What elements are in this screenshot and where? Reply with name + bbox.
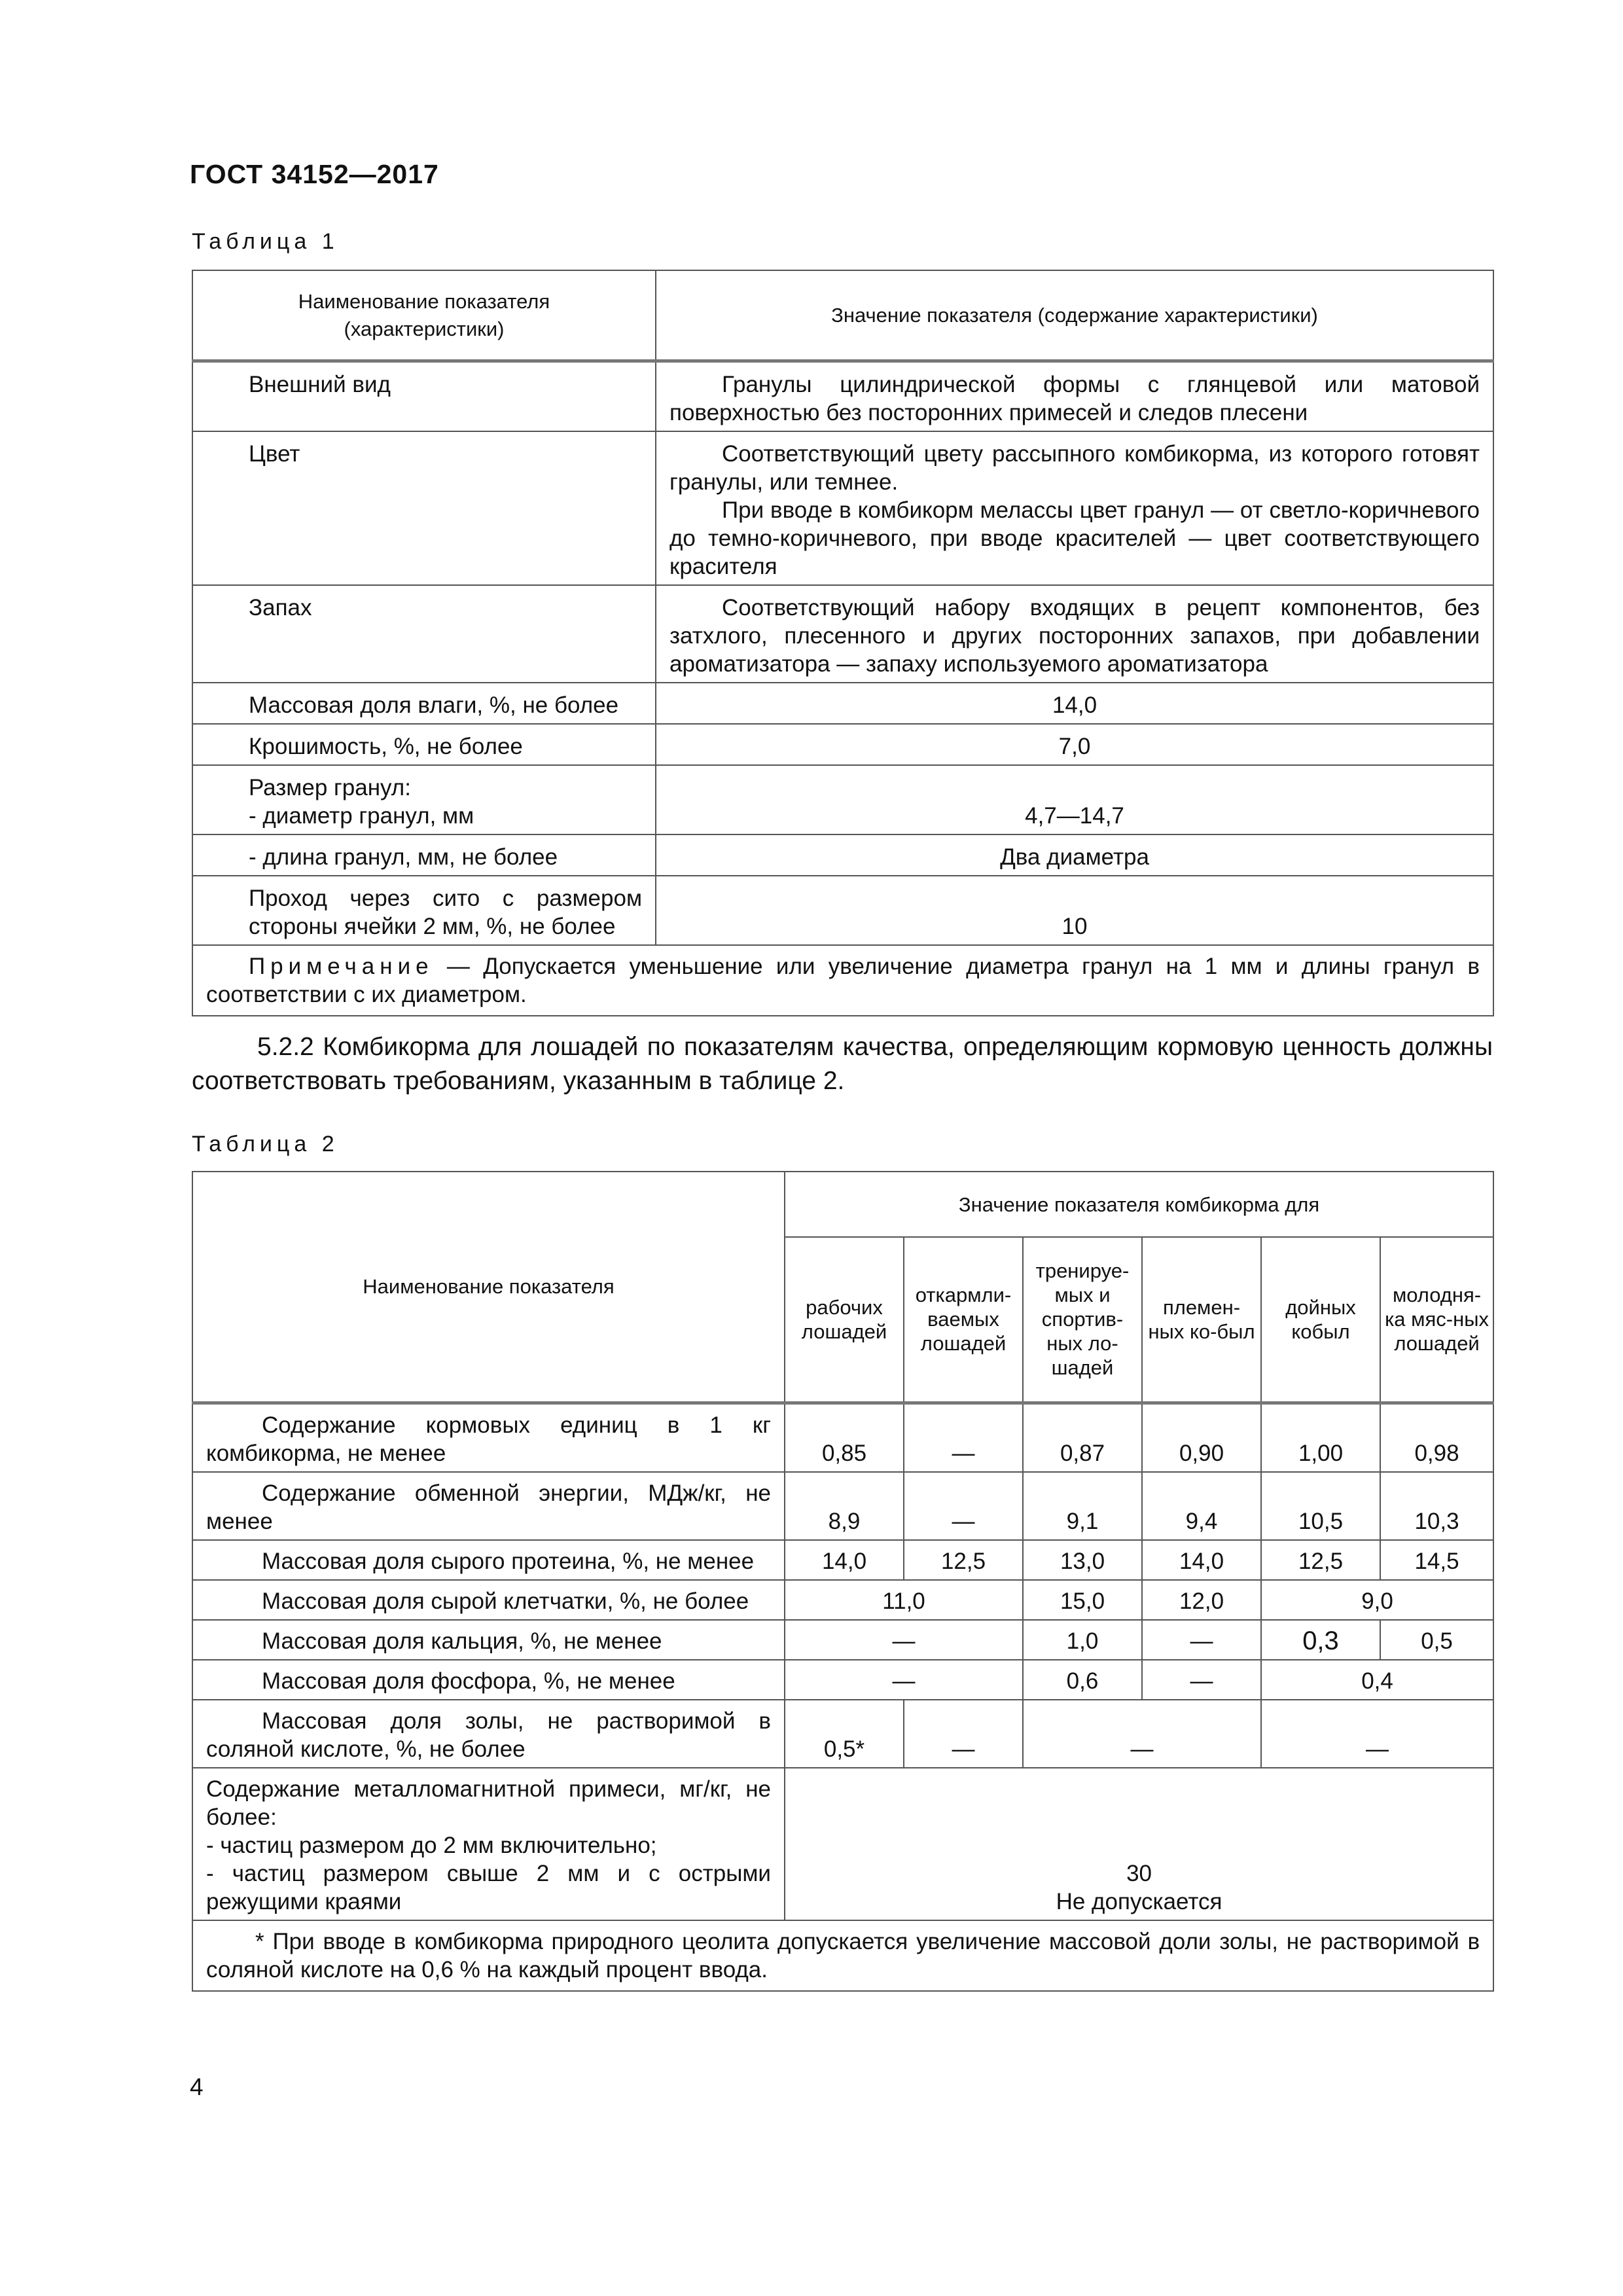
row-name: Массовая доля сырого протеина, %, не менее: [192, 1540, 785, 1580]
row-name: Крошимость, %, не более: [192, 724, 656, 765]
row-name: Запах: [192, 585, 656, 683]
table-row: [192, 834, 1493, 876]
table1-header-name: Наименование показателя (характеристики): [192, 270, 656, 361]
row-name: Содержание обменной энергии, МДж/кг, не менее: [192, 1472, 785, 1540]
cell: —: [904, 1403, 1023, 1472]
cell: 0,4: [1261, 1660, 1493, 1700]
table1-caption: Таблица 1: [192, 229, 339, 254]
table-row: [192, 876, 1493, 945]
table-row: [192, 724, 1493, 765]
cell: 9,1: [1023, 1472, 1142, 1540]
cell: —: [785, 1660, 1023, 1700]
table1: [192, 270, 1494, 1016]
row-name: Размер гранул: - диаметр гранул, мм: [192, 765, 656, 834]
row-value: Два диаметра: [656, 834, 1493, 876]
row-value: 10: [656, 876, 1493, 945]
cell: —: [1023, 1700, 1261, 1768]
row-value: 7,0: [656, 724, 1493, 765]
cell: —: [1261, 1700, 1493, 1768]
row-name: Внешний вид: [192, 361, 656, 432]
table-row: [192, 1403, 1493, 1472]
subheader-working: рабочих лошадей: [785, 1237, 904, 1403]
row-name: - длина гранул, мм, не более: [192, 834, 656, 876]
row-name: Содержание металломагнитной примеси, мг/кг, не более: - частиц размером до 2 мм включительно; - частиц размером свыше 2 мм и с острыми режущими краями: [192, 1768, 785, 1920]
table-row: [192, 585, 1493, 683]
cell: 11,0: [785, 1580, 1023, 1620]
note-text: — Допускается уменьшение или увеличение диаметра гранул на 1 мм и длины гранул в соответствии с их диаметром.: [206, 954, 1480, 1007]
table2-header-name: Наименование показателя: [192, 1172, 785, 1403]
table-row: [192, 1472, 1493, 1540]
value-small-particles: 30: [1126, 1860, 1152, 1886]
cell: 1,00: [1261, 1403, 1380, 1472]
table1-header-value: Значение показателя (содержание характеристики): [656, 270, 1493, 361]
table1-note: [192, 945, 1493, 1016]
table2-header-row: [192, 1172, 1493, 1237]
cell: 12,0: [1142, 1580, 1261, 1620]
row-value: Соответствующий набору входящих в рецепт компонентов, без затхлого, плесенного и других посторонних запахов, при добавлении ароматизатора — запаху используемого ароматизатора: [656, 585, 1493, 683]
row-value: Соответствующий цвету рассыпного комбикорма, из которого готовят гранулы, или темнее. При вводе в комбикорм мелассы цвет гранул — от светло-коричневого до темно-коричневого, при вводе красителей — цвет соответствующего красителя: [656, 431, 1493, 585]
cell: 0,6: [1023, 1660, 1142, 1700]
row-value: Гранулы цилиндрической формы с глянцевой или матовой поверхностью без посторонних примесей и следов плесени: [656, 361, 1493, 432]
subheader-sport: тренируе-мых и спортив-ных ло-шадей: [1023, 1237, 1142, 1403]
subheader-fattened: откармли-ваемых лошадей: [904, 1237, 1023, 1403]
table-row: [192, 361, 1493, 432]
row-value: 4,7—14,7: [656, 765, 1493, 834]
table1-note-row: [192, 945, 1493, 1016]
table-row: [192, 765, 1493, 834]
cell: 0,85: [785, 1403, 904, 1472]
table-row: [192, 1768, 1493, 1920]
table-row: [192, 1540, 1493, 1580]
table2-footnote-row: [192, 1920, 1493, 1991]
cell: 0,3: [1261, 1620, 1380, 1660]
cell: 0,90: [1142, 1403, 1261, 1472]
cell: 8,9: [785, 1472, 904, 1540]
note-label: Примечание: [249, 954, 434, 979]
table2: [192, 1171, 1494, 1992]
subheader-dairy-mares: дойных кобыл: [1261, 1237, 1380, 1403]
page-header-standard: ГОСТ 34152—2017: [190, 159, 439, 189]
row-name: Массовая доля влаги, %, не более: [192, 683, 656, 724]
row-name: Содержание кормовых единиц в 1 кг комбикорма, не менее: [192, 1403, 785, 1472]
table-row: [192, 1620, 1493, 1660]
subheader-breeding-mares: племен-ных ко-был: [1142, 1237, 1261, 1403]
subheader-young-meat: молодня-ка мяс-ных лошадей: [1380, 1237, 1493, 1403]
cell: 10,3: [1380, 1472, 1493, 1540]
cell: 14,0: [1142, 1540, 1261, 1580]
cell: 14,0: [785, 1540, 904, 1580]
cell: 13,0: [1023, 1540, 1142, 1580]
cell: —: [904, 1700, 1023, 1768]
cell: 0,5*: [785, 1700, 904, 1768]
table2-caption: Таблица 2: [192, 1132, 339, 1157]
cell: 9,0: [1261, 1580, 1493, 1620]
table-row: [192, 431, 1493, 585]
cell: —: [1142, 1620, 1261, 1660]
cell: —: [1142, 1660, 1261, 1700]
value-large-particles: Не допускается: [1056, 1888, 1222, 1914]
table-row: [192, 1660, 1493, 1700]
cell: 0,87: [1023, 1403, 1142, 1472]
row-name: Проход через сито с размером стороны ячейки 2 мм, %, не более: [192, 876, 656, 945]
cell: 14,5: [1380, 1540, 1493, 1580]
cell: 10,5: [1261, 1472, 1380, 1540]
row-name: Цвет: [192, 431, 656, 585]
cell: 0,5: [1380, 1620, 1493, 1660]
cell: 9,4: [1142, 1472, 1261, 1540]
cell: 12,5: [904, 1540, 1023, 1580]
table-row: [192, 1700, 1493, 1768]
row-name: Массовая доля сырой клетчатки, %, не более: [192, 1580, 785, 1620]
table2-footnote: * При вводе в комбикорма природного цеолита допускается увеличение массовой доли золы, не растворимой в соляной кислоте на 0,6 % на каждый процент ввода.: [192, 1920, 1493, 1991]
cell: 0,98: [1380, 1403, 1493, 1472]
cell: 15,0: [1023, 1580, 1142, 1620]
cell: —: [785, 1620, 1023, 1660]
cell: 12,5: [1261, 1540, 1380, 1580]
cell: 1,0: [1023, 1620, 1142, 1660]
row-name: Массовая доля фосфора, %, не менее: [192, 1660, 785, 1700]
table2-header-group: Значение показателя комбикорма для: [785, 1172, 1493, 1237]
row-name: Массовая доля кальция, %, не менее: [192, 1620, 785, 1660]
row-value: 14,0: [656, 683, 1493, 724]
page-number: 4: [190, 2073, 204, 2100]
table-row: [192, 683, 1493, 724]
cell: [785, 1768, 1493, 1920]
table1-header-row: [192, 270, 1493, 361]
table-row: [192, 1580, 1493, 1620]
row-name: Массовая доля золы, не растворимой в соляной кислоте, %, не более: [192, 1700, 785, 1768]
paragraph-5-2-2: 5.2.2 Комбикорма для лошадей по показателям качества, определяющим кормовую ценность должны соответствовать требованиям, указанным в таблице 2.: [192, 1033, 1493, 1095]
cell: —: [904, 1472, 1023, 1540]
